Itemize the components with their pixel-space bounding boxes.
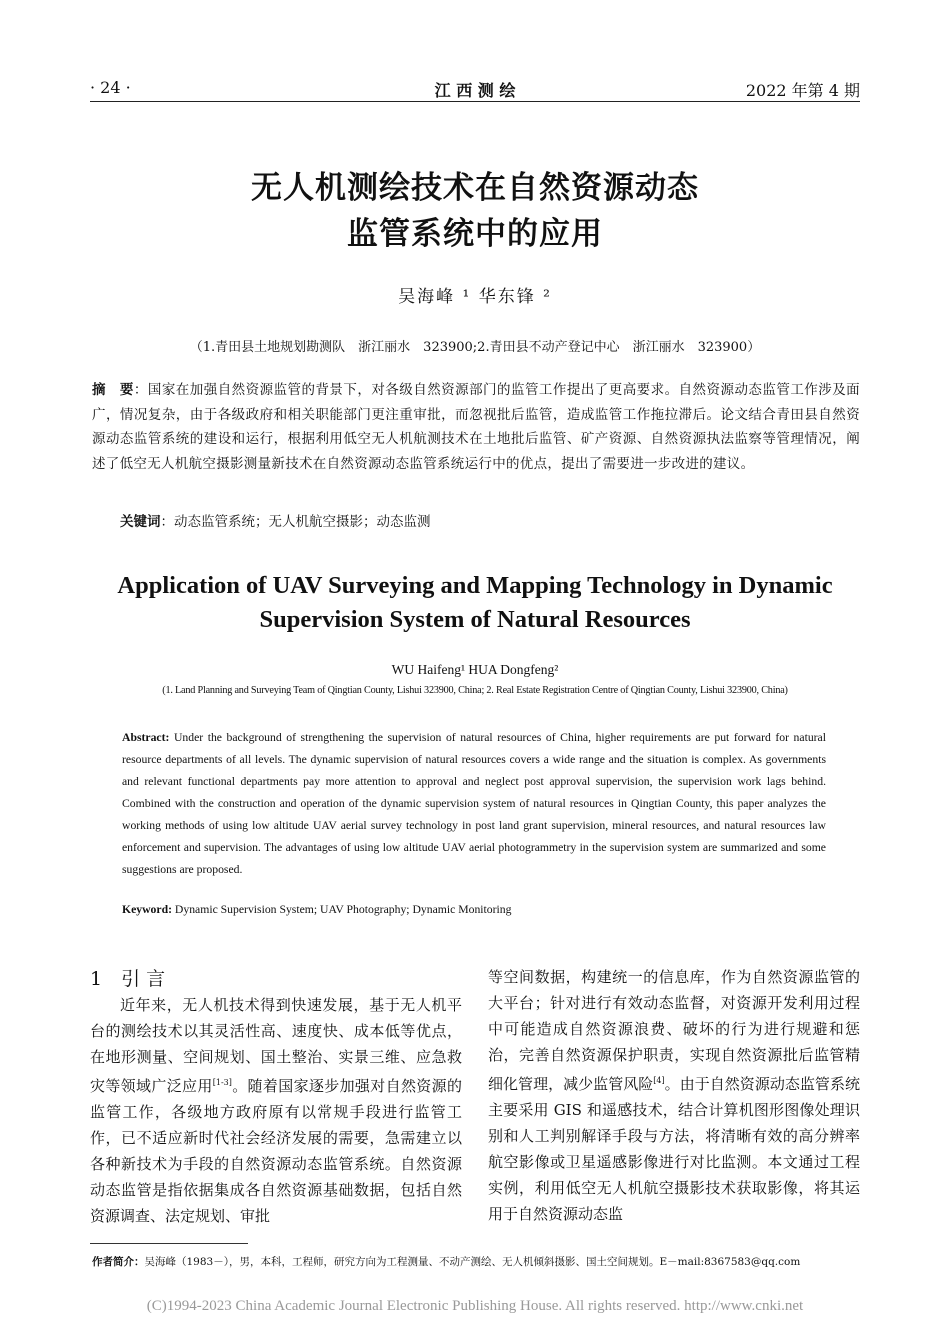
body-column-left	[90, 992, 462, 1229]
affiliation-zh: （1.青田县土地规划勘测队 浙江丽水 323900;2.青田县不动产登记中心 浙江丽水 323900）	[189, 340, 761, 355]
abstract-en	[122, 727, 826, 881]
keywords-en-text: Dynamic Supervision System; UAV Photography; Dynamic Monitoring	[174, 903, 512, 916]
abstract-zh-label: 摘 要	[92, 382, 134, 398]
abstract-en-text: Under the background of strengthening the supervision of natural resources of China, higher requirements are put forward for natural resource departments of all levels. The dynamic supervision of natural resources covers a wide range and the situation is complex. As governments and relevant functional departments pay more attention to approval and neglect post approval supervision, the supervision work lags behind. Combined with the construction and operation of the dynamic supervision system of natural resources in Qingtian County, this paper analyzes the working methods of using low altitude UAV aerial survey technology in post land grant supervision, mineral resources, and natural resources law enforcement and supervision. The advantages of using low altitude UAV aerial photogrammetry in the supervision system are summarized and some suggestions are proposed.	[122, 731, 826, 876]
copyright-notice: (C)1994-2023 China Academic Journal Electronic Publishing House. All rights reserved. http://www.cnki.net	[146, 1298, 804, 1314]
page-number: · 24 ·	[90, 78, 131, 97]
keywords-en-label: Keyword:	[122, 903, 172, 916]
issue-label: 2022 年第 4 期	[745, 81, 860, 100]
footnote-label: 作者简介：	[92, 1256, 145, 1268]
title-en-line2: Supervision System of Natural Resources	[259, 606, 691, 633]
abstract-zh: 摘 要：国家在加强自然资源监管的背景下，对各级自然资源部门的监管工作提出了更高要求。自然资源动态监管工作涉及面广，情况复杂，由于各级政府和相关职能部门更注重审批，而忽视批后监管，造成监管工作拖拉滞后。论文结合青田县自然资源动态监管系统的建设和运行，根据利用低空无人机航测技术在土地批后监管、矿产资源、自然资源执法监察等管理情况，阐述了低空无人机航空摄影测量新技术在自然资源动态监管系统运行中的优点，提出了需要进一步改进的建议。	[92, 382, 860, 472]
paragraph-text: 近年来，无人机技术得到快速发展，基于无人机平台的测绘技术以其灵活性高、速度快、成本低等优点，在地形测量、空间规划、国土整治、实景三维、应急救灾等领域广泛应用	[90, 996, 462, 1095]
footnote-rule	[90, 1243, 248, 1244]
paragraph-text: 等空间数据，构建统一的信息库，作为自然资源监管的大平台；针对进行有效动态监督，对资源开发利用过程中可能造成自然资源浪费、破坏的行为进行规避和惩治，完善自然资源保护职责，实现自然资源批后监管精细化管理，减少监管风险	[488, 968, 860, 1093]
paragraph	[488, 964, 860, 1227]
keywords-en	[122, 903, 511, 916]
section-heading: 1 引 言	[90, 968, 166, 990]
authors-zh: 吴海峰 ¹ 华东锋 ²	[398, 287, 552, 307]
paragraph-text: 。随着国家逐步加强对自然资源的监管工作，各级地方政府原有以常规手段进行监管工作，已不适应新时代社会经济发展的需要，急需建立以各种新技术为手段的自然资源动态监管系统。自然资源动态监管是指依据集成各自然资源基础数据，包括自然资源调查、法定规划、审批	[90, 1077, 462, 1225]
footnote-text: 吴海峰（1983－），男，本科，工程师，研究方向为工程测量、不动产测绘、无人机倾斜摄影、国土空间规划。E－mail:8367583@qq.com	[144, 1256, 801, 1268]
authors-en: WU Haifeng¹ HUA Dongfeng²	[391, 662, 559, 677]
citation: [4]	[653, 1076, 665, 1085]
title-zh-line1: 无人机测绘技术在自然资源动态	[251, 170, 699, 206]
keywords-zh-label: 关键词	[120, 514, 161, 530]
paragraph	[90, 992, 462, 1229]
body-column-right	[488, 964, 860, 1227]
title-zh-line2: 监管系统中的应用	[347, 216, 603, 252]
paragraph-text: 。由于自然资源动态监管系统主要采用 GIS 和遥感技术，结合计算机图形图像处理识别和人工判别解译手段与方法，将清晰有效的高分辨率航空影像或卫星遥感影像进行对比监测。本文通过工程实例，利用低空无人机航空摄影技术获取影像，将其运用于自然资源动态监	[488, 1075, 860, 1223]
citation: [1-3]	[212, 1078, 232, 1087]
keywords-zh: 关键词：动态监管系统；无人机航空摄影；动态监测	[120, 514, 431, 530]
journal-name: 江 西 测 绘	[434, 81, 516, 100]
footnote	[92, 1254, 800, 1269]
abstract-en-label: Abstract:	[122, 731, 170, 744]
abstract-zh-text: 国家在加强自然资源监管的背景下，对各级自然资源部门的监管工作提出了更高要求。自然资源动态监管工作涉及面广，情况复杂，由于各级政府和相关职能部门更注重审批，而忽视批后监管，造成监管工作拖拉滞后。论文结合青田县自然资源动态监管系统的建设和运行，根据利用低空无人机航测技术在土地批后监管、矿产资源、自然资源执法监察等管理情况，阐述了低空无人机航空摄影测量新技术在自然资源动态监管系统运行中的优点，提出了需要进一步改进的建议。	[92, 382, 860, 472]
keywords-zh-text: 动态监管系统；无人机航空摄影；动态监测	[174, 514, 431, 530]
title-en-line1: Application of UAV Surveying and Mapping Technology in Dynamic	[117, 572, 833, 599]
header-rule	[90, 101, 860, 102]
affiliation-en: (1. Land Planning and Surveying Team of Qingtian County, Lishui 323900, China; 2. Real Estate Registration Centre of Qingtian County, Lishui 323900, China)	[162, 685, 788, 696]
